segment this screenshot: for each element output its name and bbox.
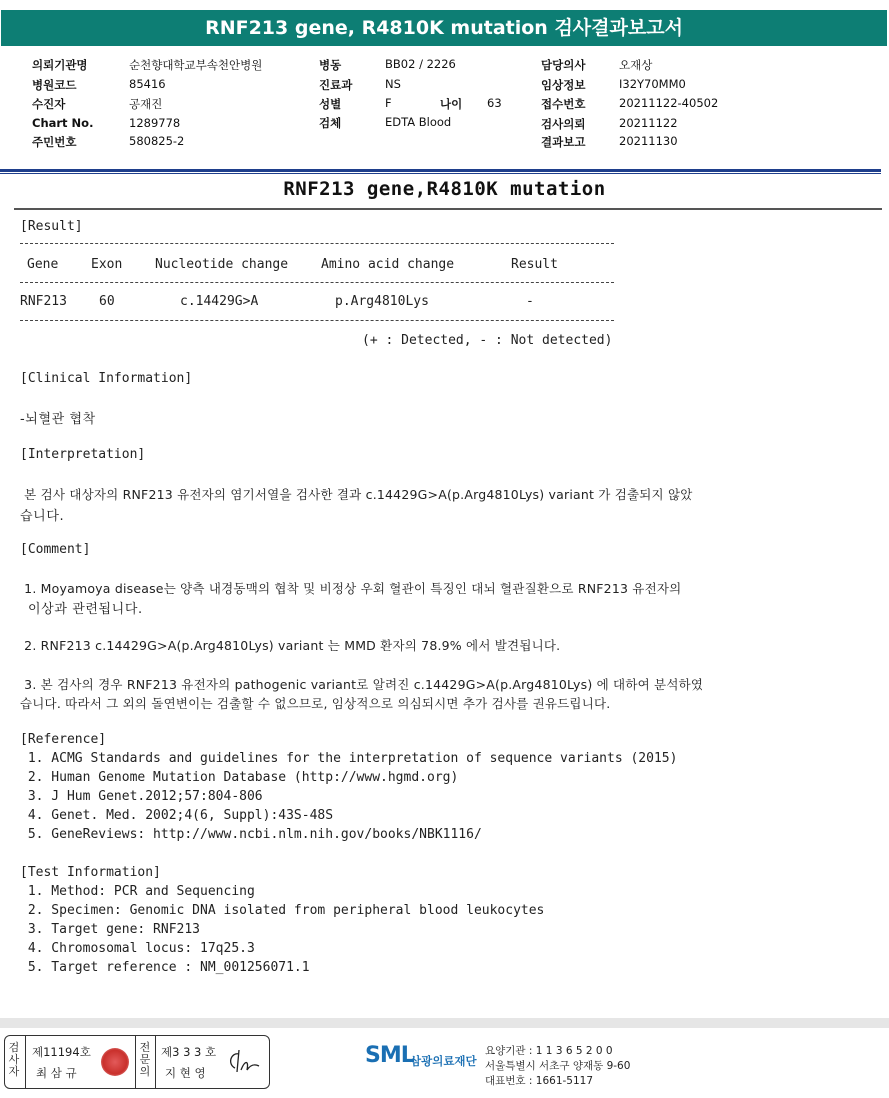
patient-value: 공재진 [129,97,163,111]
doctor-value: 오재상 [619,58,653,72]
clinical-text: -뇌혈관 협착 [20,412,96,427]
result-legend: (+ : Detected, - : Not detected) [362,333,613,348]
divider [0,173,881,174]
clinical-heading: [Clinical Information] [20,371,193,386]
interpretation-line: 본 검사 대상자의 RNF213 유전자의 염기서열을 검사한 결과 c.14429G>A(p.Arg4810Lys) variant 가 검출되지 않았 [20,487,693,502]
report-header-title: RNF213 gene, R4810K mutation 검사결과보고서 [1,10,887,46]
request-label: 검사의뢰 [541,117,586,131]
clinical-info-value: I32Y70MM0 [619,77,686,91]
specimen-label: 검체 [319,116,342,130]
reference-item: 4. Genet. Med. 2002;4(6, Suppl):43S-48S [20,808,334,823]
facility-number: 요양기관 : 1 1 3 6 5 2 0 0 [485,1045,613,1057]
test-info-item: 3. Target gene: RNF213 [20,922,201,937]
examiner-seal [101,1048,129,1076]
reference-heading: [Reference] [20,732,107,747]
dept-value: NS [385,77,401,91]
divider [135,1036,136,1088]
test-info-item: 5. Target reference : NM_001256071.1 [20,960,310,975]
sml-logo: SML [365,1043,414,1068]
comment-line: 1. Moyamoya disease는 양측 내경동맥의 협착 및 비정상 우회 혈관이 특징인 대뇌 혈관질환으로 RNF213 유전자의 [20,581,682,596]
report-date-label: 결과보고 [541,135,586,149]
reference-item: 5. GeneReviews: http://www.ncbi.nlm.nih.gov/books/NBK1116/ [20,827,482,842]
specialist-label: 전문의 [139,1041,151,1078]
reference-item: 3. J Hum Genet.2012;57:804-806 [20,789,263,804]
examiner-name: 최 삼 규 [36,1066,77,1080]
organization-address: 서울특별시 서초구 양재동 9-60 [485,1060,631,1072]
institution-value: 순천향대학교부속천안병원 [129,58,263,72]
ward-value: BB02 / 2226 [385,57,456,71]
cell-gene: RNF213 [20,294,67,309]
chart-label: Chart No. [32,116,94,130]
divider [155,1036,156,1088]
comment-line: 3. 본 검사의 경우 RNF213 유전자의 pathogenic variant로 알려진 c.14429G>A(p.Arg4810Lys) 에 대하여 분석하였 [20,677,704,692]
signature-box [4,1035,270,1089]
hospital-code-value: 85416 [129,77,166,91]
specialist-number: 제3 3 3 호 [161,1045,217,1059]
table-top-rule [20,243,614,244]
page-gap [0,1018,889,1028]
age-value: 63 [487,96,502,110]
test-info-item: 1. Method: PCR and Sequencing [20,884,255,899]
interpretation-heading: [Interpretation] [20,447,146,462]
result-heading: [Result] [20,219,83,234]
test-info-item: 4. Chromosomal locus: 17q25.3 [20,941,255,956]
patient-label: 수진자 [32,97,66,111]
col-header-result: Result [511,257,558,272]
interpretation-line: 습니다. [20,509,65,524]
organization-name: 삼광의료재단 [410,1054,477,1068]
report-title: RNF213 gene,R4810K mutation [283,178,606,200]
cell-result: - [526,294,534,309]
divider [0,169,881,172]
test-info-heading: [Test Information] [20,865,161,880]
col-header-amino: Amino acid change [321,257,455,272]
dept-label: 진료과 [319,78,353,92]
sex-label: 성별 [319,97,342,111]
phone-number: 대표번호 : 1661-5117 [485,1075,594,1087]
clinical-info-label: 임상정보 [541,78,586,92]
col-header-nucleotide: Nucleotide change [155,257,289,272]
comment-line: 습니다. 따라서 그 외의 돌연변이는 검출할 수 없으므로, 임상적으로 의심되시면 추가 검사를 권유드립니다. [20,696,611,711]
comment-line: 2. RNF213 c.14429G>A(p.Arg4810Lys) variant 는 MMD 환자의 78.9% 에서 발견됩니다. [20,638,561,653]
col-header-exon: Exon [91,257,123,272]
table-header-rule [20,282,614,283]
specimen-value: EDTA Blood [385,115,452,129]
reference-item: 2. Human Genome Mutation Database (http://www.hgmd.org) [20,770,459,785]
divider [14,208,882,210]
rrn-value: 580825-2 [129,134,185,148]
signature-icon [225,1046,263,1078]
table-bottom-rule [20,320,614,321]
examiner-number: 제11194호 [32,1045,91,1059]
chart-value: 1289778 [129,116,181,130]
age-label: 나이 [440,97,463,111]
col-header-gene: Gene [27,257,59,272]
doctor-label: 담당의사 [541,58,586,72]
comment-heading: [Comment] [20,542,91,557]
institution-label: 의뢰기관명 [32,58,88,72]
specialist-name: 지 현 영 [165,1066,206,1080]
test-info-item: 2. Specimen: Genomic DNA isolated from peripheral blood leukocytes [20,903,545,918]
report-date-value: 20211130 [619,134,678,148]
cell-nucleotide: c.14429G>A [180,294,259,309]
request-value: 20211122 [619,116,678,130]
hospital-code-label: 병원코드 [32,78,77,92]
rrn-label: 주민번호 [32,135,77,149]
cell-amino: p.Arg4810Lys [335,294,429,309]
receipt-label: 접수번호 [541,97,586,111]
comment-line: 이상과 관련됩니다. [28,602,143,617]
sex-value: F [385,96,392,110]
reference-item: 1. ACMG Standards and guidelines for the interpretation of sequence variants (2015) [20,751,678,766]
ward-label: 병동 [319,58,342,72]
cell-exon: 60 [99,294,115,309]
divider [25,1036,26,1088]
receipt-value: 20211122-40502 [619,96,719,110]
examiner-label: 검사자 [8,1041,20,1078]
